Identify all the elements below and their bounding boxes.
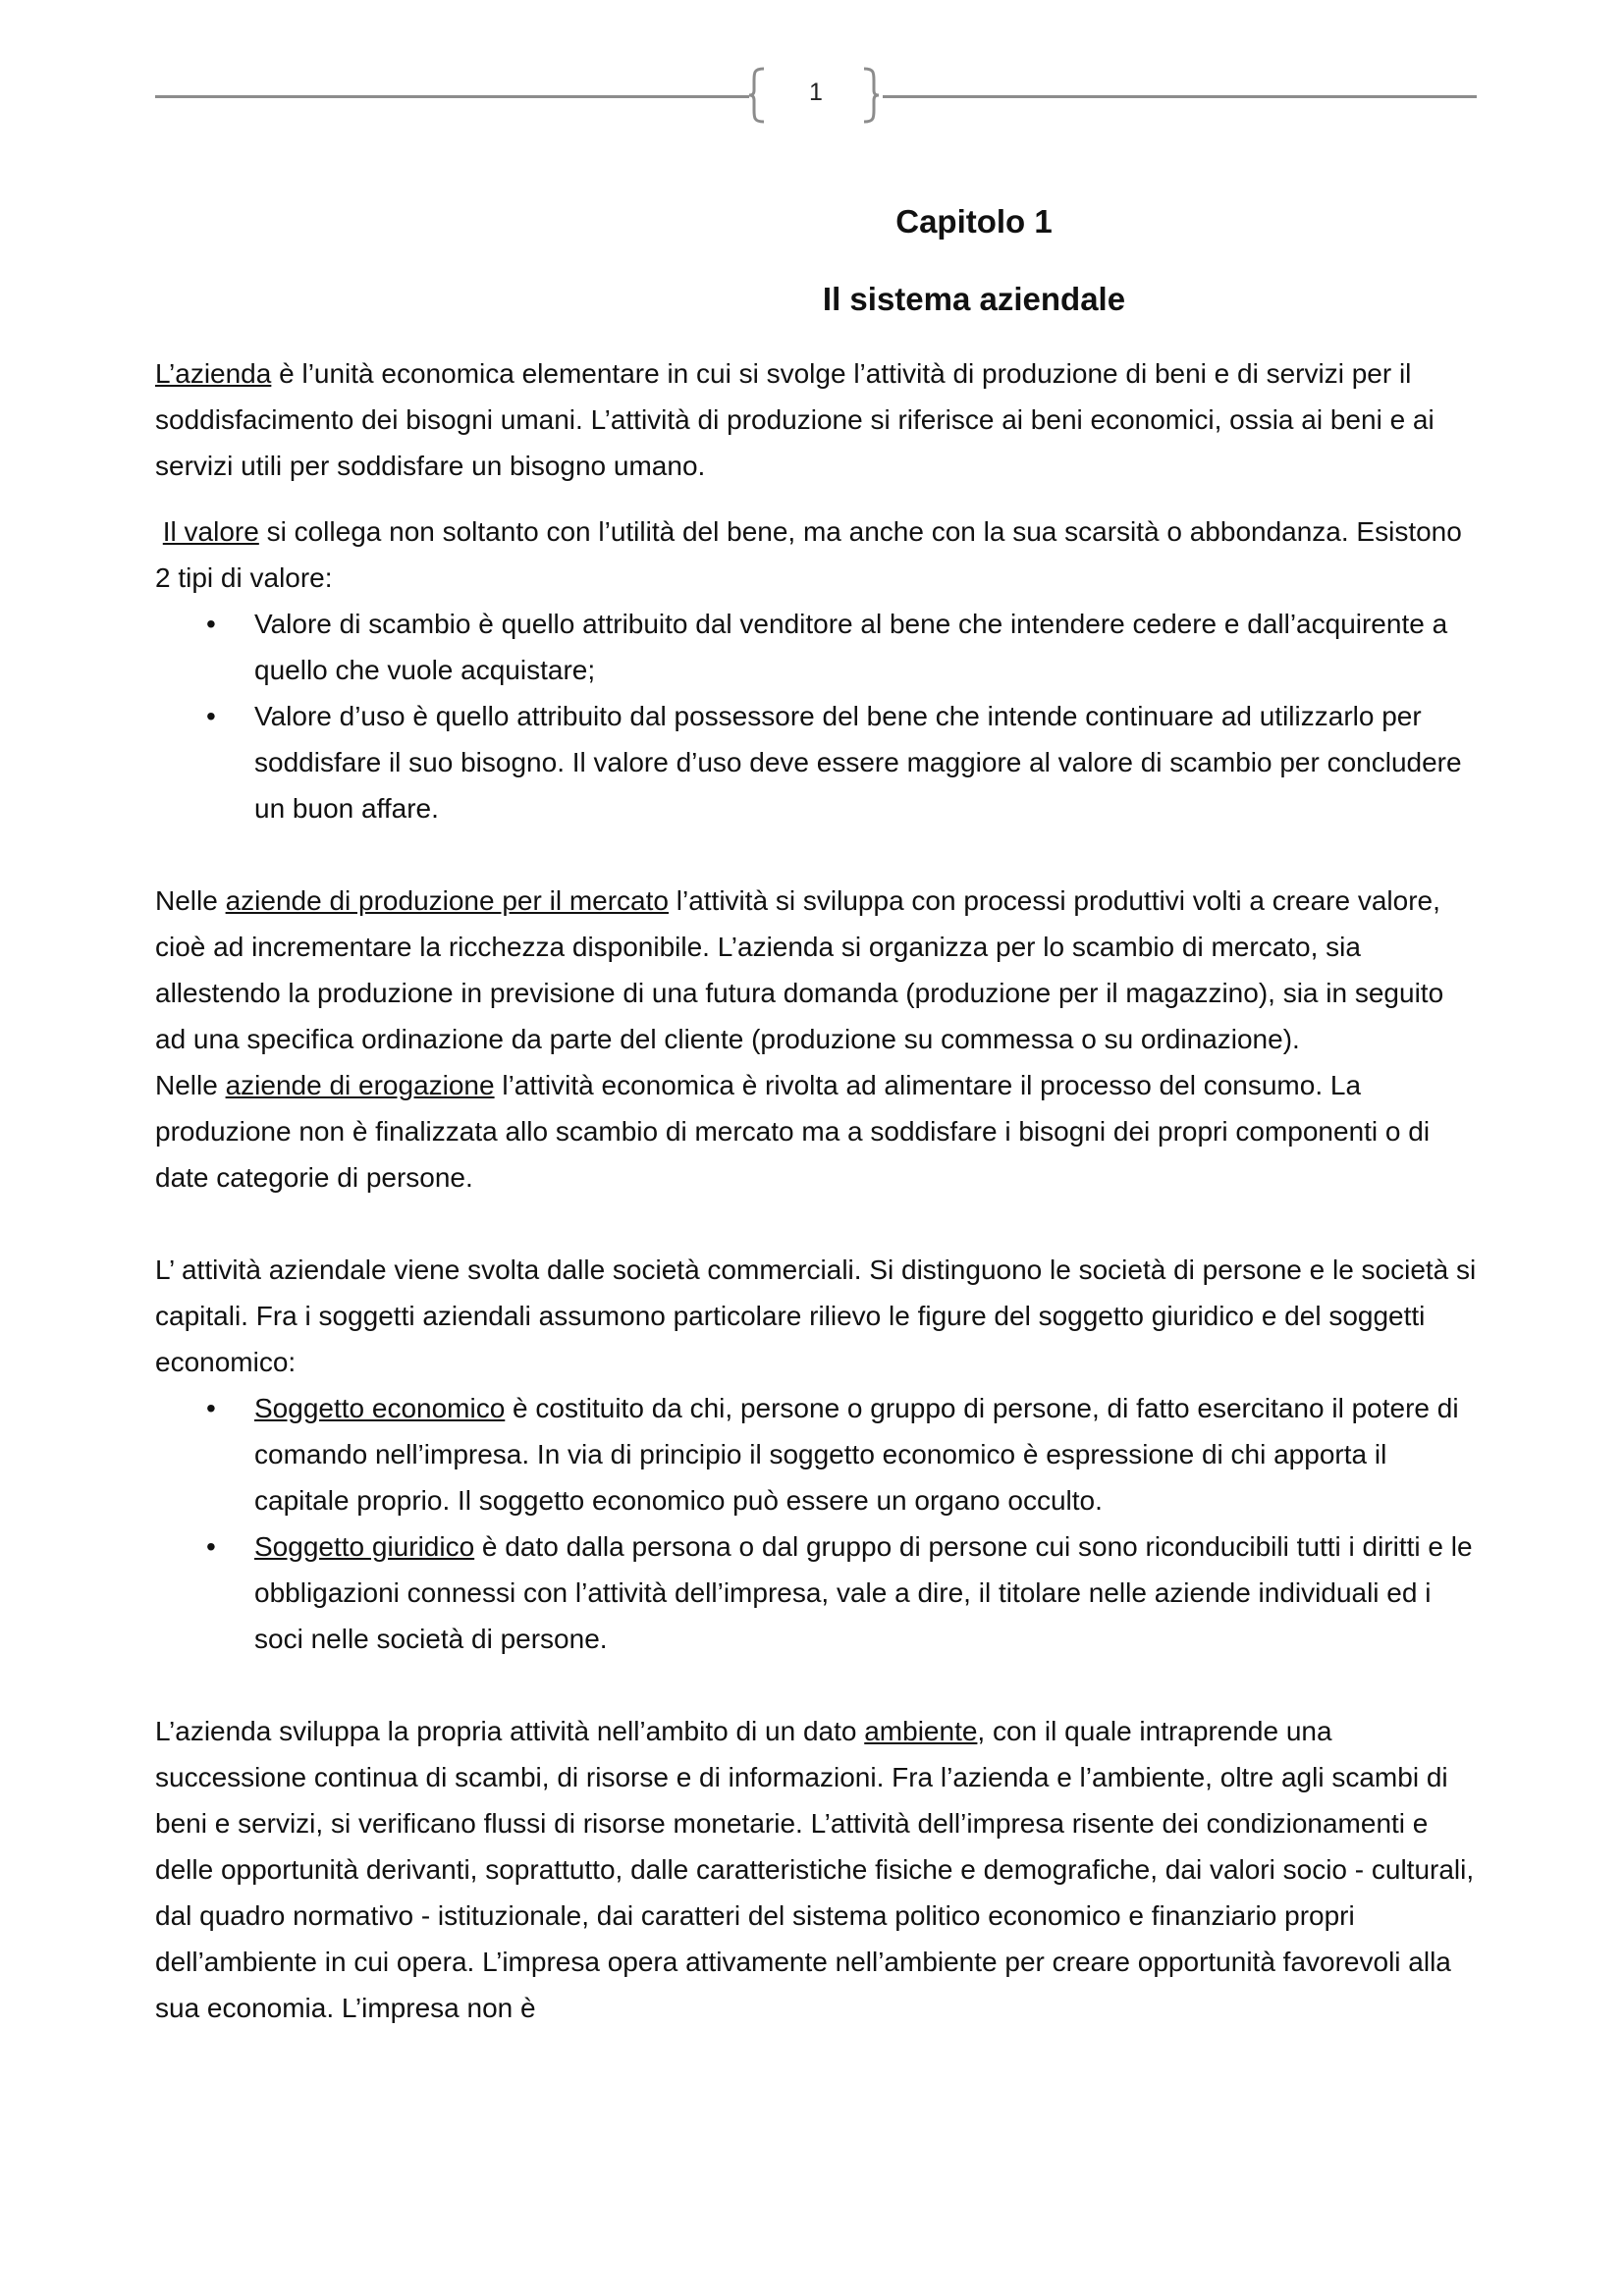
- list-item: [155, 693, 1479, 831]
- paragraph-azienda-text: è l’unità economica elementare in cui si svolge l’attività di produzione di beni e di servizi per il soddisfacimento dei bisogni umani. L’attività di produzione si riferisce ai beni economici, ossia ai beni e ai servizi utili per soddisfare un bisogno umano.: [155, 358, 1435, 481]
- page-header: [155, 61, 1477, 130]
- list-item: [155, 1385, 1479, 1523]
- text-run: Nelle: [155, 1070, 226, 1100]
- bullet-icon: •: [206, 609, 216, 639]
- paragraph-valore-text: si collega non soltanto con l’utilità del bene, ma anche con la sua scarsità o abbondanza. Esistono 2 tipi di valore:: [155, 516, 1462, 593]
- bullet-icon: •: [206, 1531, 216, 1562]
- term-valore: Il valore: [162, 516, 259, 547]
- subjects-list: [155, 1385, 1479, 1662]
- right-brace-icon: [858, 67, 882, 124]
- document-page: [155, 187, 1479, 2031]
- term-aziende-erogazione: aziende di erogazione: [225, 1070, 495, 1100]
- page-number: 1: [809, 79, 823, 106]
- list-item: [155, 1523, 1479, 1662]
- text-run: L’azienda sviluppa la propria attività nell’ambito di un dato: [155, 1716, 865, 1746]
- paragraph-aziende-erogazione: [155, 1062, 1479, 1201]
- paragraph-valore: [155, 508, 1479, 601]
- paragraph-attivita-aziendale: L’ attività aziendale viene svolta dalle società commerciali. Si distinguono le società di persone e le società si capitali. Fra i soggetti aziendali assumono particolare rilievo le figure del soggetto giuridico e del soggetti economico:: [155, 1255, 1477, 1377]
- text-run: l’attività economica è rivolta ad alimentare il processo del consumo. La produzione non è finalizzata allo scambio di mercato ma a soddisfare i bisogni dei propri componenti o di date categorie di persone.: [155, 1070, 1431, 1193]
- bullet-icon: •: [206, 701, 216, 731]
- header-rule-right: [883, 95, 1477, 98]
- bullet-icon: •: [206, 1393, 216, 1423]
- paragraph-ambiente: [155, 1708, 1479, 2031]
- term-soggetto-giuridico: Soggetto giuridico: [254, 1531, 475, 1562]
- paragraph-azienda: [155, 350, 1479, 489]
- term-azienda: L’azienda: [155, 358, 272, 389]
- term-ambiente: ambiente: [864, 1716, 978, 1746]
- list-item-text: è costituito da chi, persone o gruppo di persone, di fatto esercitano il potere di comando nell’impresa. In via di principio il soggetto economico è espressione di chi apporta il capitale proprio. Il soggetto economico può essere un organo occulto.: [254, 1393, 1459, 1516]
- chapter-title: Il sistema aziendale: [822, 281, 1126, 317]
- list-item-text: Valore d’uso è quello attribuito dal possessore del bene che intende continuare ad utilizzarlo per soddisfare il suo bisogno. Il valore d’uso deve essere maggiore al valore di scambio per concludere un buon affare.: [254, 701, 1462, 824]
- list-item-text: è dato dalla persona o dal gruppo di persone cui sono riconducibili tutti i diritti e le obbligazioni connessi con l’attività dell’impresa, vale a dire, il titolare nelle aziende individuali ed i soci nelle società di persone.: [254, 1531, 1473, 1654]
- term-soggetto-economico: Soggetto economico: [254, 1393, 506, 1423]
- text-run: l’attività si sviluppa con processi produttivi volti a creare valore, cioè ad incrementare la ricchezza disponibile. L’azienda si organizza per lo scambio di mercato, sia allestendo la produzione in previsione di una futura domanda (produzione per il magazzino), sia in seguito ad una specifica ordinazione da parte del cliente (produzione su commessa o su ordinazione).: [155, 885, 1444, 1054]
- list-item: [155, 601, 1479, 693]
- chapter-label: Capitolo 1: [895, 203, 1053, 240]
- text-run: Nelle: [155, 885, 226, 916]
- term-aziende-produzione: aziende di produzione per il mercato: [225, 885, 669, 916]
- list-item-text: Valore di scambio è quello attribuito dal venditore al bene che intendere cedere e dall’acquirente a quello che vuole acquistare;: [254, 609, 1448, 685]
- value-types-list: [155, 601, 1479, 831]
- header-rule-left: [155, 95, 749, 98]
- paragraph-aziende-produzione: [155, 878, 1479, 1062]
- text-run: , con il quale intraprende una successione continua di scambi, di risorse e di informazioni. Fra l’azienda e l’ambiente, oltre agli scambi di beni e servizi, si verificano flussi di risorse monetarie. L’attività dell’impresa risente dei condizionamenti e delle opportunità derivanti, soprattutto, dalle caratteristiche fisiche e demografiche, dai valori socio - culturali, dal quadro normativo - istituzionale, dai caratteri del sistema politico economico e finanziario propri dell’ambiente in cui opera. L’impresa opera attivamente nell’ambiente per creare opportunità favorevoli alla sua economia. L’impresa non è: [155, 1716, 1475, 2023]
